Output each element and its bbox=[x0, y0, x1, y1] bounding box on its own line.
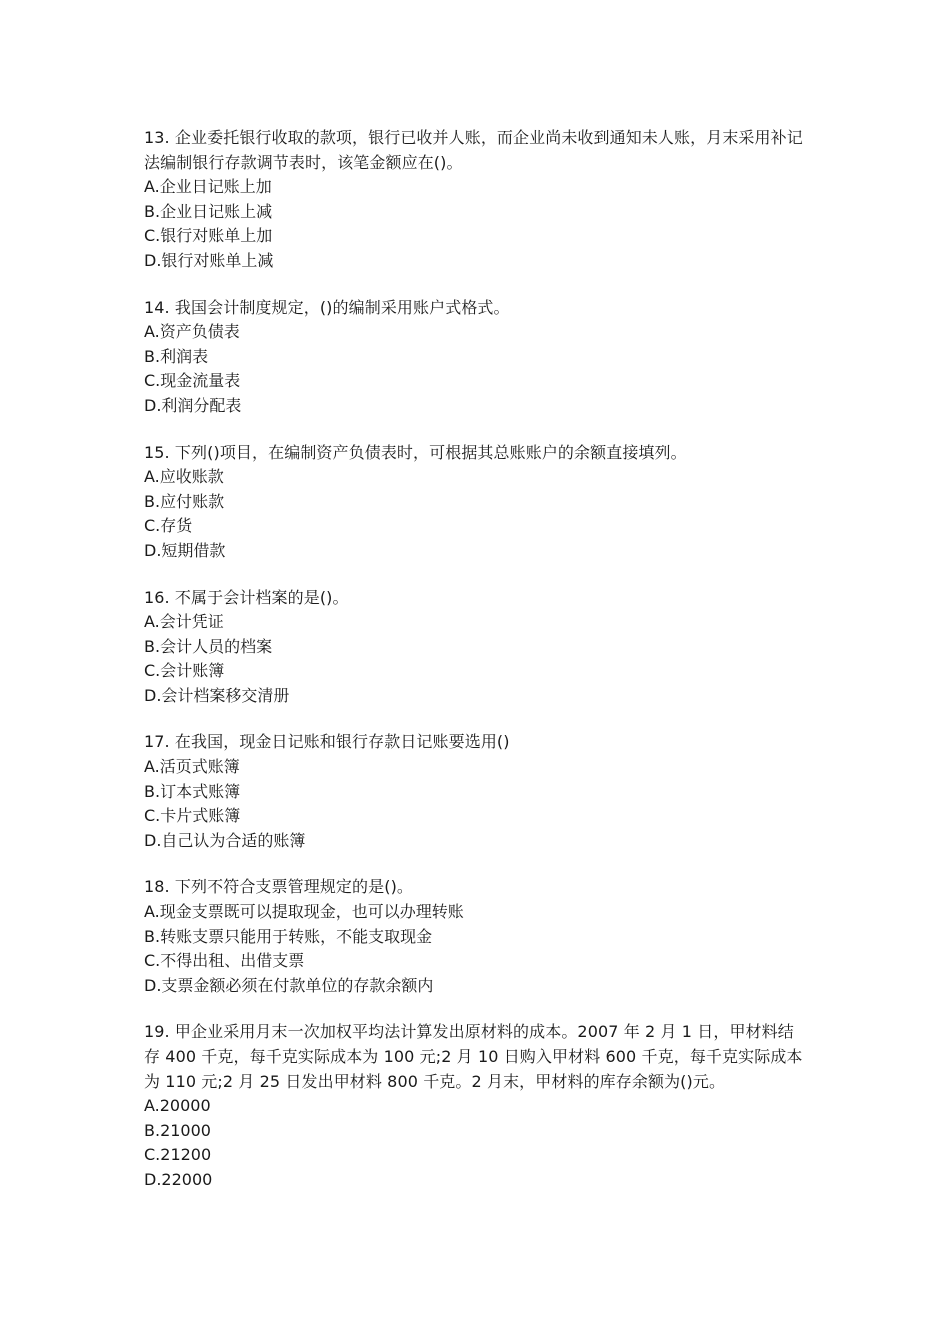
option-b: B.订本式账簿 bbox=[144, 781, 241, 801]
option-b: B.企业日记账上减 bbox=[144, 201, 273, 221]
question-stem: 15. 下列()项目，在编制资产负债表时，可根据其总账账户的余额直接填列。 bbox=[144, 442, 687, 462]
option-c: C.卡片式账簿 bbox=[144, 806, 241, 826]
question-stem: 18. 下列不符合支票管理规定的是()。 bbox=[144, 877, 414, 897]
option-c: C.会计账簿 bbox=[144, 661, 225, 681]
question-14 bbox=[144, 296, 804, 419]
option-d: D.银行对账单上减 bbox=[144, 250, 274, 270]
option-b: B.转账支票只能用于转账，不能支取现金 bbox=[144, 926, 433, 946]
question-13 bbox=[144, 126, 804, 274]
option-d: D.会计档案移交清册 bbox=[144, 685, 290, 705]
option-a: A.企业日记账上加 bbox=[144, 177, 272, 197]
option-d: D.利润分配表 bbox=[144, 395, 242, 415]
question-17 bbox=[144, 730, 804, 853]
option-d: D.短期借款 bbox=[144, 540, 226, 560]
option-d: D.自己认为合适的账簿 bbox=[144, 830, 306, 850]
option-b: B.会计人员的档案 bbox=[144, 636, 273, 656]
question-15 bbox=[144, 441, 804, 564]
question-stem: 16. 不属于会计档案的是()。 bbox=[144, 587, 349, 607]
option-b: B.应付账款 bbox=[144, 491, 225, 511]
option-a: A.会计凭证 bbox=[144, 612, 224, 632]
option-d: D.支票金额必须在付款单位的存款余额内 bbox=[144, 975, 434, 995]
option-b: B.利润表 bbox=[144, 346, 209, 366]
question-stem: 14. 我国会计制度规定，()的编制采用账户式格式。 bbox=[144, 297, 510, 317]
question-19 bbox=[144, 1020, 804, 1192]
option-a: A.活页式账簿 bbox=[144, 757, 240, 777]
question-18 bbox=[144, 875, 804, 998]
option-c: C.不得出租、出借支票 bbox=[144, 951, 305, 971]
question-stem: 17. 在我国，现金日记账和银行存款日记账要选用() bbox=[144, 732, 510, 752]
option-a: A.20000 bbox=[144, 1096, 211, 1116]
question-16 bbox=[144, 586, 804, 709]
question-stem: 19. 甲企业采用月末一次加权平均法计算发出原材料的成本。2007 年 2 月 1 日，甲材料结存 400 千克，每千克实际成本为 100 元;2 月 10 日购入甲材料 600 千克，每千克实际成本为 110 元;2 月 25 日发出甲材料 800 千克。2 月末，甲材料的库存余额为()元。 bbox=[144, 1022, 803, 1091]
option-c: C.存货 bbox=[144, 516, 193, 536]
option-c: C.银行对账单上加 bbox=[144, 226, 273, 246]
option-c: C.21200 bbox=[144, 1145, 212, 1165]
question-stem: 13. 企业委托银行收取的款项，银行已收并人账，而企业尚未收到通知未人账，月末采用补记法编制银行存款调节表时，该笔金额应在()。 bbox=[144, 128, 803, 172]
document-page bbox=[144, 126, 804, 1215]
option-a: A.现金支票既可以提取现金，也可以办理转账 bbox=[144, 902, 464, 922]
option-b: B.21000 bbox=[144, 1120, 211, 1140]
option-c: C.现金流量表 bbox=[144, 371, 241, 391]
option-a: A.应收账款 bbox=[144, 467, 224, 487]
option-a: A.资产负债表 bbox=[144, 322, 240, 342]
option-d: D.22000 bbox=[144, 1169, 213, 1189]
